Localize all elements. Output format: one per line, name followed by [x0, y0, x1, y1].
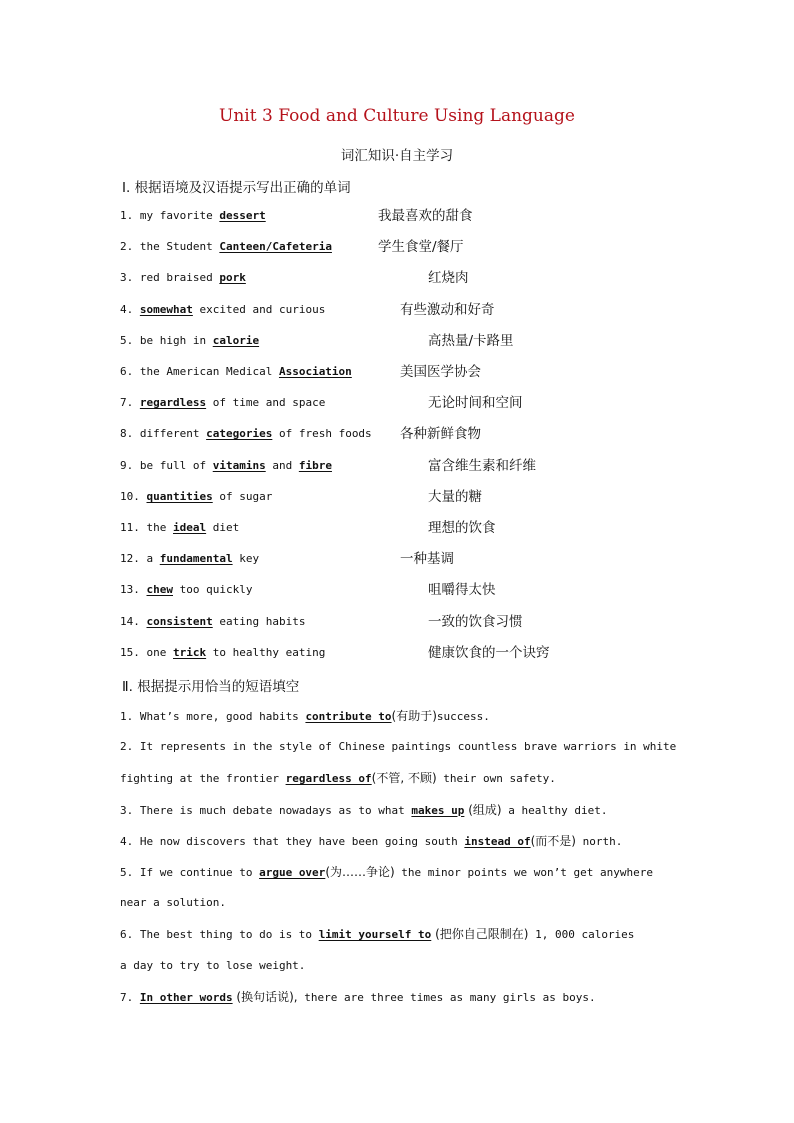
item-number: 7. [120, 396, 140, 410]
sentence-text: the minor points we won’t get anywhere [394, 866, 653, 879]
vocab-english [120, 393, 325, 413]
answer-word: quantities [146, 489, 213, 503]
sentence-text: a day to try to lose weight. [120, 958, 306, 972]
prefix-text: be full of [139, 458, 213, 472]
answer-word: pork [219, 271, 246, 285]
item-number: 4. [120, 302, 140, 316]
answer-phrase: In other words [139, 990, 233, 1004]
chinese-meaning: 无论时间和空间 [428, 395, 523, 412]
vocab-item [120, 424, 680, 444]
vocab-item [120, 549, 680, 569]
vocab-english [120, 612, 305, 632]
item-number: 1. [120, 209, 140, 222]
chinese-hint: (为……争论) [325, 865, 395, 879]
suffix-text: key [232, 552, 260, 566]
answer-word: trick [173, 645, 207, 659]
sentence-text: 2. It represents in the style of Chinese paintings countless brave warriors in white [120, 740, 677, 754]
section2-heading: Ⅱ. 根据提示用恰当的短语填空 [122, 679, 300, 695]
chinese-meaning: 学生食堂/餐厅 [378, 239, 464, 256]
chinese-meaning: 理想的饮食 [428, 520, 496, 536]
phrase-line [120, 800, 680, 821]
chinese-hint: (组成) [464, 802, 502, 817]
answer-word: vitamins [212, 458, 266, 472]
chinese-meaning: 红烧肉 [428, 270, 469, 287]
answer-word: Canteen/Cafeteria [219, 240, 332, 254]
suffix-text: eating habits [212, 614, 306, 628]
sentence-text: north. [575, 834, 623, 848]
vocab-english [120, 331, 259, 351]
vocab-item [120, 518, 680, 538]
item-number: 15. [120, 645, 147, 659]
item-number: 11. [120, 521, 147, 534]
answer-word: fundamental [159, 552, 233, 566]
sentence-text: 5. If we continue to [120, 866, 260, 879]
sentence-text: 1, 000 calories [528, 928, 635, 942]
sentence-text: a healthy diet. [501, 803, 608, 817]
vocab-english [120, 580, 252, 600]
vocab-english [120, 424, 372, 444]
chinese-meaning: 一致的饮食习惯 [428, 613, 523, 630]
vocab-english [120, 362, 352, 382]
phrase-line [120, 862, 680, 883]
suffix-text: excited and curious [192, 302, 326, 316]
chinese-meaning: 有些激动和好奇 [400, 301, 495, 318]
phrase-line [120, 831, 680, 852]
sentence-text: success. [436, 710, 490, 723]
answer-phrase: makes up [411, 803, 465, 817]
answer-phrase: argue over [259, 866, 326, 879]
answer-word: chew [146, 583, 173, 597]
vocab-item [120, 206, 680, 226]
answer-word: categories [206, 427, 273, 441]
phrase-line [120, 956, 680, 976]
suffix-text: of sugar [212, 489, 273, 503]
vocab-item [120, 393, 680, 413]
prefix-text: the Student [139, 240, 220, 254]
sentence-text: fighting at the frontier [120, 772, 286, 786]
chinese-meaning: 咀嚼得太快 [428, 582, 496, 599]
item-number: 14. [120, 614, 147, 628]
answer-word: somewhat [139, 302, 193, 316]
item-number: 8. [120, 427, 140, 441]
chinese-meaning: 富含维生素和纤维 [428, 457, 536, 474]
chinese-meaning: 一种基调 [400, 551, 454, 568]
chinese-hint: (有助于) [391, 709, 437, 723]
item-number: 3. [120, 271, 140, 285]
answer-word: ideal [173, 521, 207, 534]
vocab-english [120, 237, 332, 257]
answer-word: consistent [146, 614, 213, 628]
sentence-text: their own safety. [436, 772, 556, 786]
suffix-text: diet [206, 521, 240, 534]
sentence-text: near a solution. [120, 896, 226, 910]
vocab-item [120, 643, 680, 663]
suffix-text: too quickly [173, 583, 253, 597]
phrase-line [120, 893, 680, 913]
phrase-line [120, 768, 680, 789]
answer-word: dessert [219, 209, 266, 222]
phrase-line [120, 737, 680, 757]
phrase-line [120, 987, 680, 1008]
chinese-hint: (不管, 不顾) [371, 771, 437, 786]
vocab-english [120, 268, 246, 288]
vocab-item [120, 456, 680, 476]
vocab-english [120, 456, 332, 476]
vocab-english [120, 487, 272, 507]
answer-phrase: regardless of [285, 772, 372, 786]
sentence-text: 1. What’s more, good habits [120, 710, 306, 723]
phrase-line [120, 706, 680, 727]
vocab-item [120, 612, 680, 632]
vocab-english [120, 549, 259, 569]
chinese-meaning: 各种新鲜食物 [400, 426, 481, 443]
suffix-text: and [265, 458, 299, 472]
phrase-line [120, 924, 680, 945]
vocab-item [120, 580, 680, 600]
suffix-text: to healthy eating [206, 645, 326, 659]
item-number: 6. [120, 365, 140, 378]
item-number: 9. [120, 458, 140, 472]
answer-word: calorie [212, 333, 260, 347]
sentence-text: 3. There is much debate nowadays as to what [120, 803, 412, 817]
answer-phrase: limit yourself to [318, 928, 432, 942]
prefix-text: red braised [139, 271, 220, 285]
answer-phrase: contribute to [305, 710, 392, 723]
vocab-item [120, 487, 680, 507]
section1-heading: Ⅰ. 根据语境及汉语提示写出正确的单词 [122, 180, 351, 196]
prefix-text: my favorite [139, 209, 220, 222]
vocab-english [120, 643, 325, 663]
answer-word: regardless [139, 396, 207, 410]
vocab-english [120, 300, 325, 320]
item-number: 10. [120, 489, 147, 503]
chinese-meaning: 健康饮食的一个诀窍 [428, 644, 550, 661]
page-title: Unit 3 Food and Culture Using Language [219, 106, 575, 126]
prefix-text: different [139, 427, 207, 441]
chinese-hint: (把你自己限制在) [431, 927, 529, 942]
sentence-text: 6. The best thing to do is to [120, 928, 319, 942]
vocab-english [120, 206, 266, 226]
chinese-hint: (换句话说), [232, 989, 298, 1004]
vocab-item [120, 237, 680, 257]
vocab-item [120, 331, 680, 351]
item-number: 2. [120, 240, 140, 254]
item-number: 13. [120, 583, 147, 597]
prefix-text: the American Medical [139, 365, 279, 378]
chinese-meaning: 大量的糖 [428, 488, 482, 505]
answer-word: fibre [298, 458, 332, 472]
section-subtitle: 词汇知识·自主学习 [340, 148, 454, 164]
vocab-item [120, 362, 680, 382]
prefix-text: a [146, 552, 160, 566]
vocab-english [120, 518, 239, 538]
prefix-text: one [146, 645, 173, 659]
answer-word: Association [278, 365, 352, 378]
chinese-meaning: 高热量/卡路里 [428, 332, 514, 349]
answer-phrase: instead of [464, 834, 531, 848]
suffix-text: of fresh foods [272, 427, 372, 441]
item-number: 12. [120, 552, 147, 566]
chinese-meaning: 我最喜欢的甜食 [378, 208, 473, 224]
vocab-item [120, 300, 680, 320]
sentence-text: 7. [120, 990, 140, 1004]
item-number: 5. [120, 333, 140, 347]
vocab-item [120, 268, 680, 288]
chinese-hint: (而不是) [530, 833, 576, 848]
prefix-text: the [146, 521, 173, 534]
prefix-text: be high in [139, 333, 213, 347]
chinese-meaning: 美国医学协会 [400, 364, 481, 380]
sentence-text: 4. He now discovers that they have been going south [120, 834, 465, 848]
suffix-text: of time and space [206, 396, 326, 410]
sentence-text: there are three times as many girls as boys. [297, 990, 596, 1004]
